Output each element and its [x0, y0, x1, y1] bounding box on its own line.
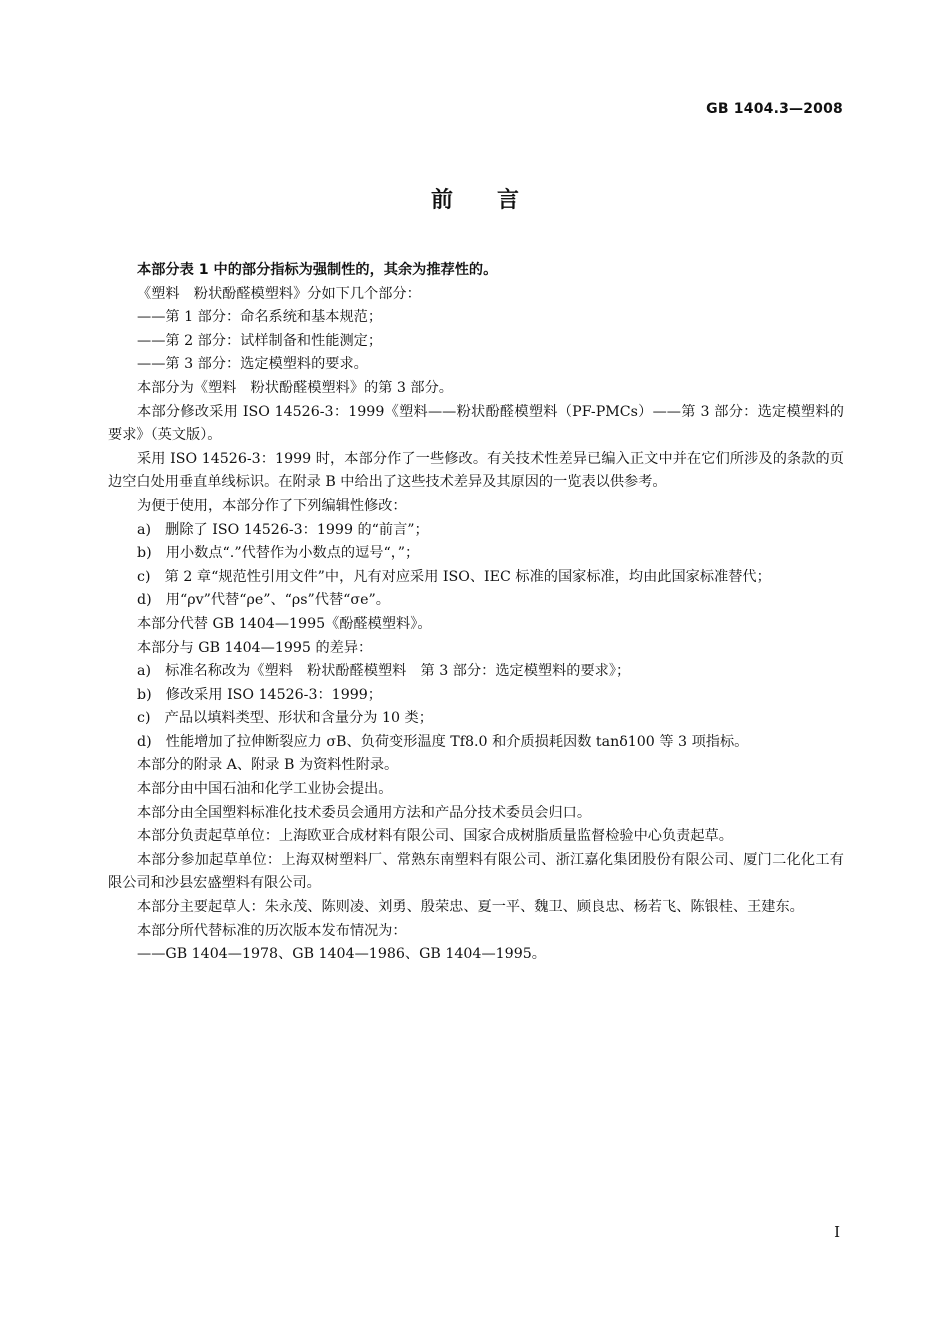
list-item: ——第 1 部分：命名系统和基本规范；	[137, 309, 383, 326]
page-number: I	[834, 1223, 840, 1241]
list-item: ——第 3 部分：选定模塑料的要求。	[137, 356, 368, 373]
list-item: b) 修改采用 ISO 14526-3：1999；	[137, 686, 382, 703]
standard-number: GB 1404.3—2008	[706, 101, 843, 117]
paragraph: 本部分负责起草单位：上海欧亚合成材料有限公司、国家合成树脂质量监督检验中心负责起草。	[137, 828, 733, 845]
paragraph: 本部分的附录 A、附录 B 为资料性附录。	[137, 757, 399, 774]
paragraph-mandatory-note: 本部分表 1 中的部分指标为强制性的，其余为推荐性的。	[137, 262, 498, 278]
list-item: ——GB 1404—1978、GB 1404—1986、GB 1404—1995。	[137, 946, 546, 963]
paragraph: 本部分由全国塑料标准化技术委员会通用方法和产品分技术委员会归口。	[137, 804, 592, 821]
list-item: a) 删除了 ISO 14526-3：1999 的“前言”；	[137, 521, 429, 538]
paragraph: 本部分修改采用 ISO 14526-3：1999《塑料——粉状酚醛模塑料（PF-PMCs）——第 3 部分：选定模塑料的要求》（英文版）。	[108, 403, 844, 444]
list-item: a) 标准名称改为《塑料 粉状酚醛模塑料 第 3 部分：选定模塑料的要求》；	[137, 663, 631, 680]
paragraph: 本部分参加起草单位：上海双树塑料厂、常熟东南塑料有限公司、浙江嘉化集团股份有限公司、厦门二化化工有限公司和沙县宏盛塑料有限公司。	[108, 851, 844, 892]
paragraph: 为便于使用，本部分作了下列编辑性修改：	[137, 497, 407, 514]
list-item: b) 用小数点“.”代替作为小数点的逗号“，”；	[137, 545, 420, 562]
paragraph: 采用 ISO 14526-3：1999 时，本部分作了一些修改。有关技术性差异已编入正文中并在它们所涉及的条款的页边空白处用垂直单线标识。在附录 B 中给出了这些技术差异及其原因的一览表以供参考。	[108, 450, 844, 491]
paragraph: 本部分代替 GB 1404—1995《酚醛模塑料》。	[137, 615, 432, 632]
list-item: c) 产品以填料类型、形状和含量分为 10 类；	[137, 710, 433, 727]
page-title: 前言	[430, 188, 563, 213]
foreword-body	[108, 259, 844, 967]
list-item: d) 用“ρv”代替“ρe”、“ρs”代替“σe”。	[137, 592, 390, 609]
list-item: c) 第 2 章“规范性引用文件”中，凡有对应采用 ISO、IEC 标准的国家标准，均由此国家标准替代；	[137, 568, 771, 585]
paragraph: 本部分由中国石油和化学工业协会提出。	[137, 781, 393, 798]
list-item: ——第 2 部分：试样制备和性能测定；	[137, 332, 383, 349]
paragraph: 本部分与 GB 1404—1995 的差异：	[137, 639, 373, 656]
paragraph: 本部分主要起草人：朱永茂、陈则凌、刘勇、殷荣忠、夏一平、魏卫、顾良忠、杨若飞、陈银桂、王建东。	[137, 899, 804, 916]
paragraph: 《塑料 粉状酚醛模塑料》分如下几个部分：	[137, 285, 421, 302]
list-item: d) 性能增加了拉伸断裂应力 σB、负荷变形温度 Tf8.0 和介质损耗因数 tanδ100 等 3 项指标。	[137, 733, 749, 750]
paragraph: 本部分为《塑料 粉状酚醛模塑料》的第 3 部分。	[137, 379, 453, 396]
paragraph: 本部分所代替标准的历次版本发布情况为：	[137, 922, 407, 939]
